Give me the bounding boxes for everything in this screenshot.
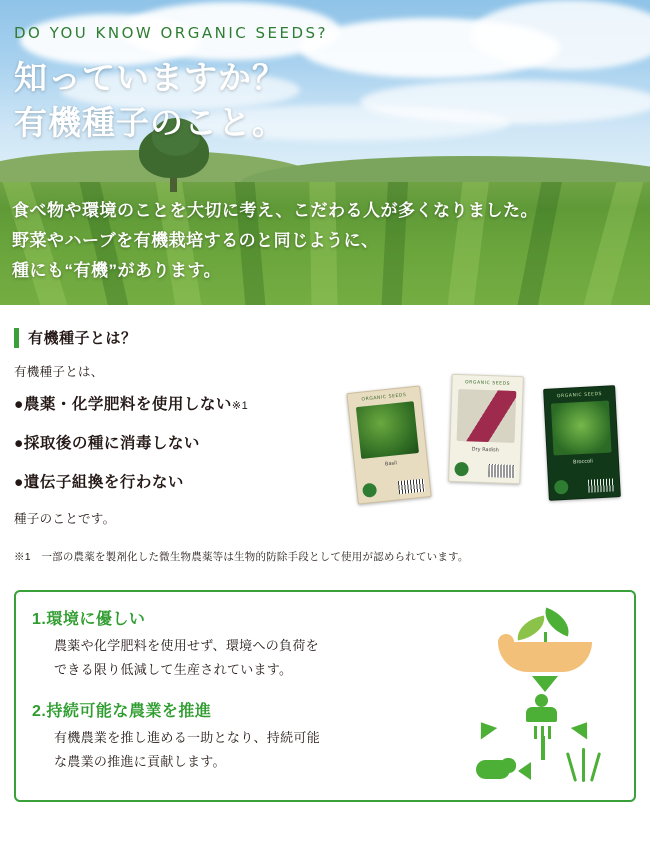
arrow-cycle-left-icon (473, 717, 497, 740)
hero-kicker: DO YOU KNOW ORGANIC SEEDS? (14, 24, 328, 42)
pitchfork-icon (534, 726, 552, 760)
pig-head (500, 758, 516, 773)
benefit-body (54, 726, 434, 774)
benefit-body-line-1: 農薬や化学肥料を使用せず、環境への負荷を (54, 638, 319, 653)
crop-row (576, 182, 645, 305)
packet-product-name: Dry Radish (471, 446, 499, 454)
pig-icon (476, 754, 516, 780)
benefit-body-line-2: な農業の推進に貢献します。 (54, 754, 226, 770)
wheat-icon (566, 748, 606, 782)
hero-lead (12, 196, 538, 285)
section-heading (14, 327, 636, 348)
packet-brand-label: ORGANIC SEEDS (556, 391, 603, 400)
arrow-cycle-right-icon (571, 717, 595, 740)
wheat-stalk (582, 748, 585, 782)
fork-tine (534, 726, 537, 739)
seed-packet (448, 374, 524, 484)
fork-tine (548, 726, 551, 739)
benefits-box (14, 590, 636, 802)
seed-packet-photo-group (340, 375, 640, 510)
wheat-stalk (566, 752, 577, 782)
packet-product-photo (551, 401, 612, 456)
farmer-head (535, 694, 548, 707)
hero-lead-line-3: 種にも“有機”があります。 (12, 260, 222, 280)
benefit-body (54, 634, 434, 682)
sprout-icon (516, 608, 576, 644)
bullet-footnote-mark: ※1 (231, 400, 249, 412)
hero-lead-line-1: 食べ物や環境のことを大切に考え、こだわる人が多くなりました。 (12, 201, 539, 220)
footnote-text: ※1 一部の農薬を製剤化した微生物農薬等は生物的防除手段として使用が認められています。 (14, 551, 469, 563)
benefit-title: 1.環境に優しい (32, 611, 146, 628)
wheat-stalk (590, 752, 601, 782)
section-closing-text: 種子のことです。 (14, 512, 116, 526)
section-title: 有機種子とは？ (28, 330, 137, 347)
section-intro-text: 有機種子とは、 (14, 365, 104, 379)
hero-banner (0, 0, 650, 305)
benefit-title: 2.持続可能な農業を推進 (32, 703, 212, 721)
fork-stem (541, 736, 545, 760)
bullet-text: ●農薬・化学肥料を使用しない (14, 396, 232, 413)
seed-packet (543, 385, 621, 501)
farmer-body (526, 707, 557, 722)
bullet-text: ●採取後の種に消毒しない (14, 435, 200, 452)
packet-brand-label: ORGANIC SEEDS (464, 380, 511, 387)
bullet-text: ●遺伝子組換を行わない (14, 474, 184, 491)
benefit-body-line-2: できる限り低減して生産されています。 (54, 662, 293, 678)
packet-product-name: Broccoli (572, 458, 594, 466)
barcode-icon (588, 478, 615, 492)
packet-product-photo (356, 401, 419, 459)
farmer-icon (522, 694, 560, 724)
sustainability-cycle-illustration (472, 606, 612, 786)
benefit-body-line-1: 有機農業を推し進める一助となり、持続可能 (54, 730, 321, 746)
barcode-icon (488, 464, 514, 478)
organic-badge-icon (554, 480, 569, 495)
organic-badge-icon (454, 462, 468, 476)
packet-brand-label: ORGANIC SEEDS (361, 392, 407, 403)
arrow-down-icon (532, 676, 558, 692)
arrow-left-icon (518, 762, 531, 780)
hero-lead-line-2: 野菜やハーブを有機栽培するのと同じように、 (12, 230, 379, 250)
barcode-icon (398, 479, 425, 495)
hero-title-line-2: 有機種子のこと。 (14, 103, 286, 141)
hero-title (14, 56, 286, 145)
organic-badge-icon (362, 483, 377, 498)
crop-row (641, 182, 650, 305)
packet-product-name: Basil (384, 460, 398, 468)
leaf-icon (514, 616, 547, 641)
heading-accent-bar (14, 328, 19, 348)
packet-product-photo (457, 389, 517, 443)
hand-icon (498, 642, 592, 672)
seed-packet (346, 385, 431, 504)
hero-title-line-1: 知っていますか？ (14, 59, 286, 96)
